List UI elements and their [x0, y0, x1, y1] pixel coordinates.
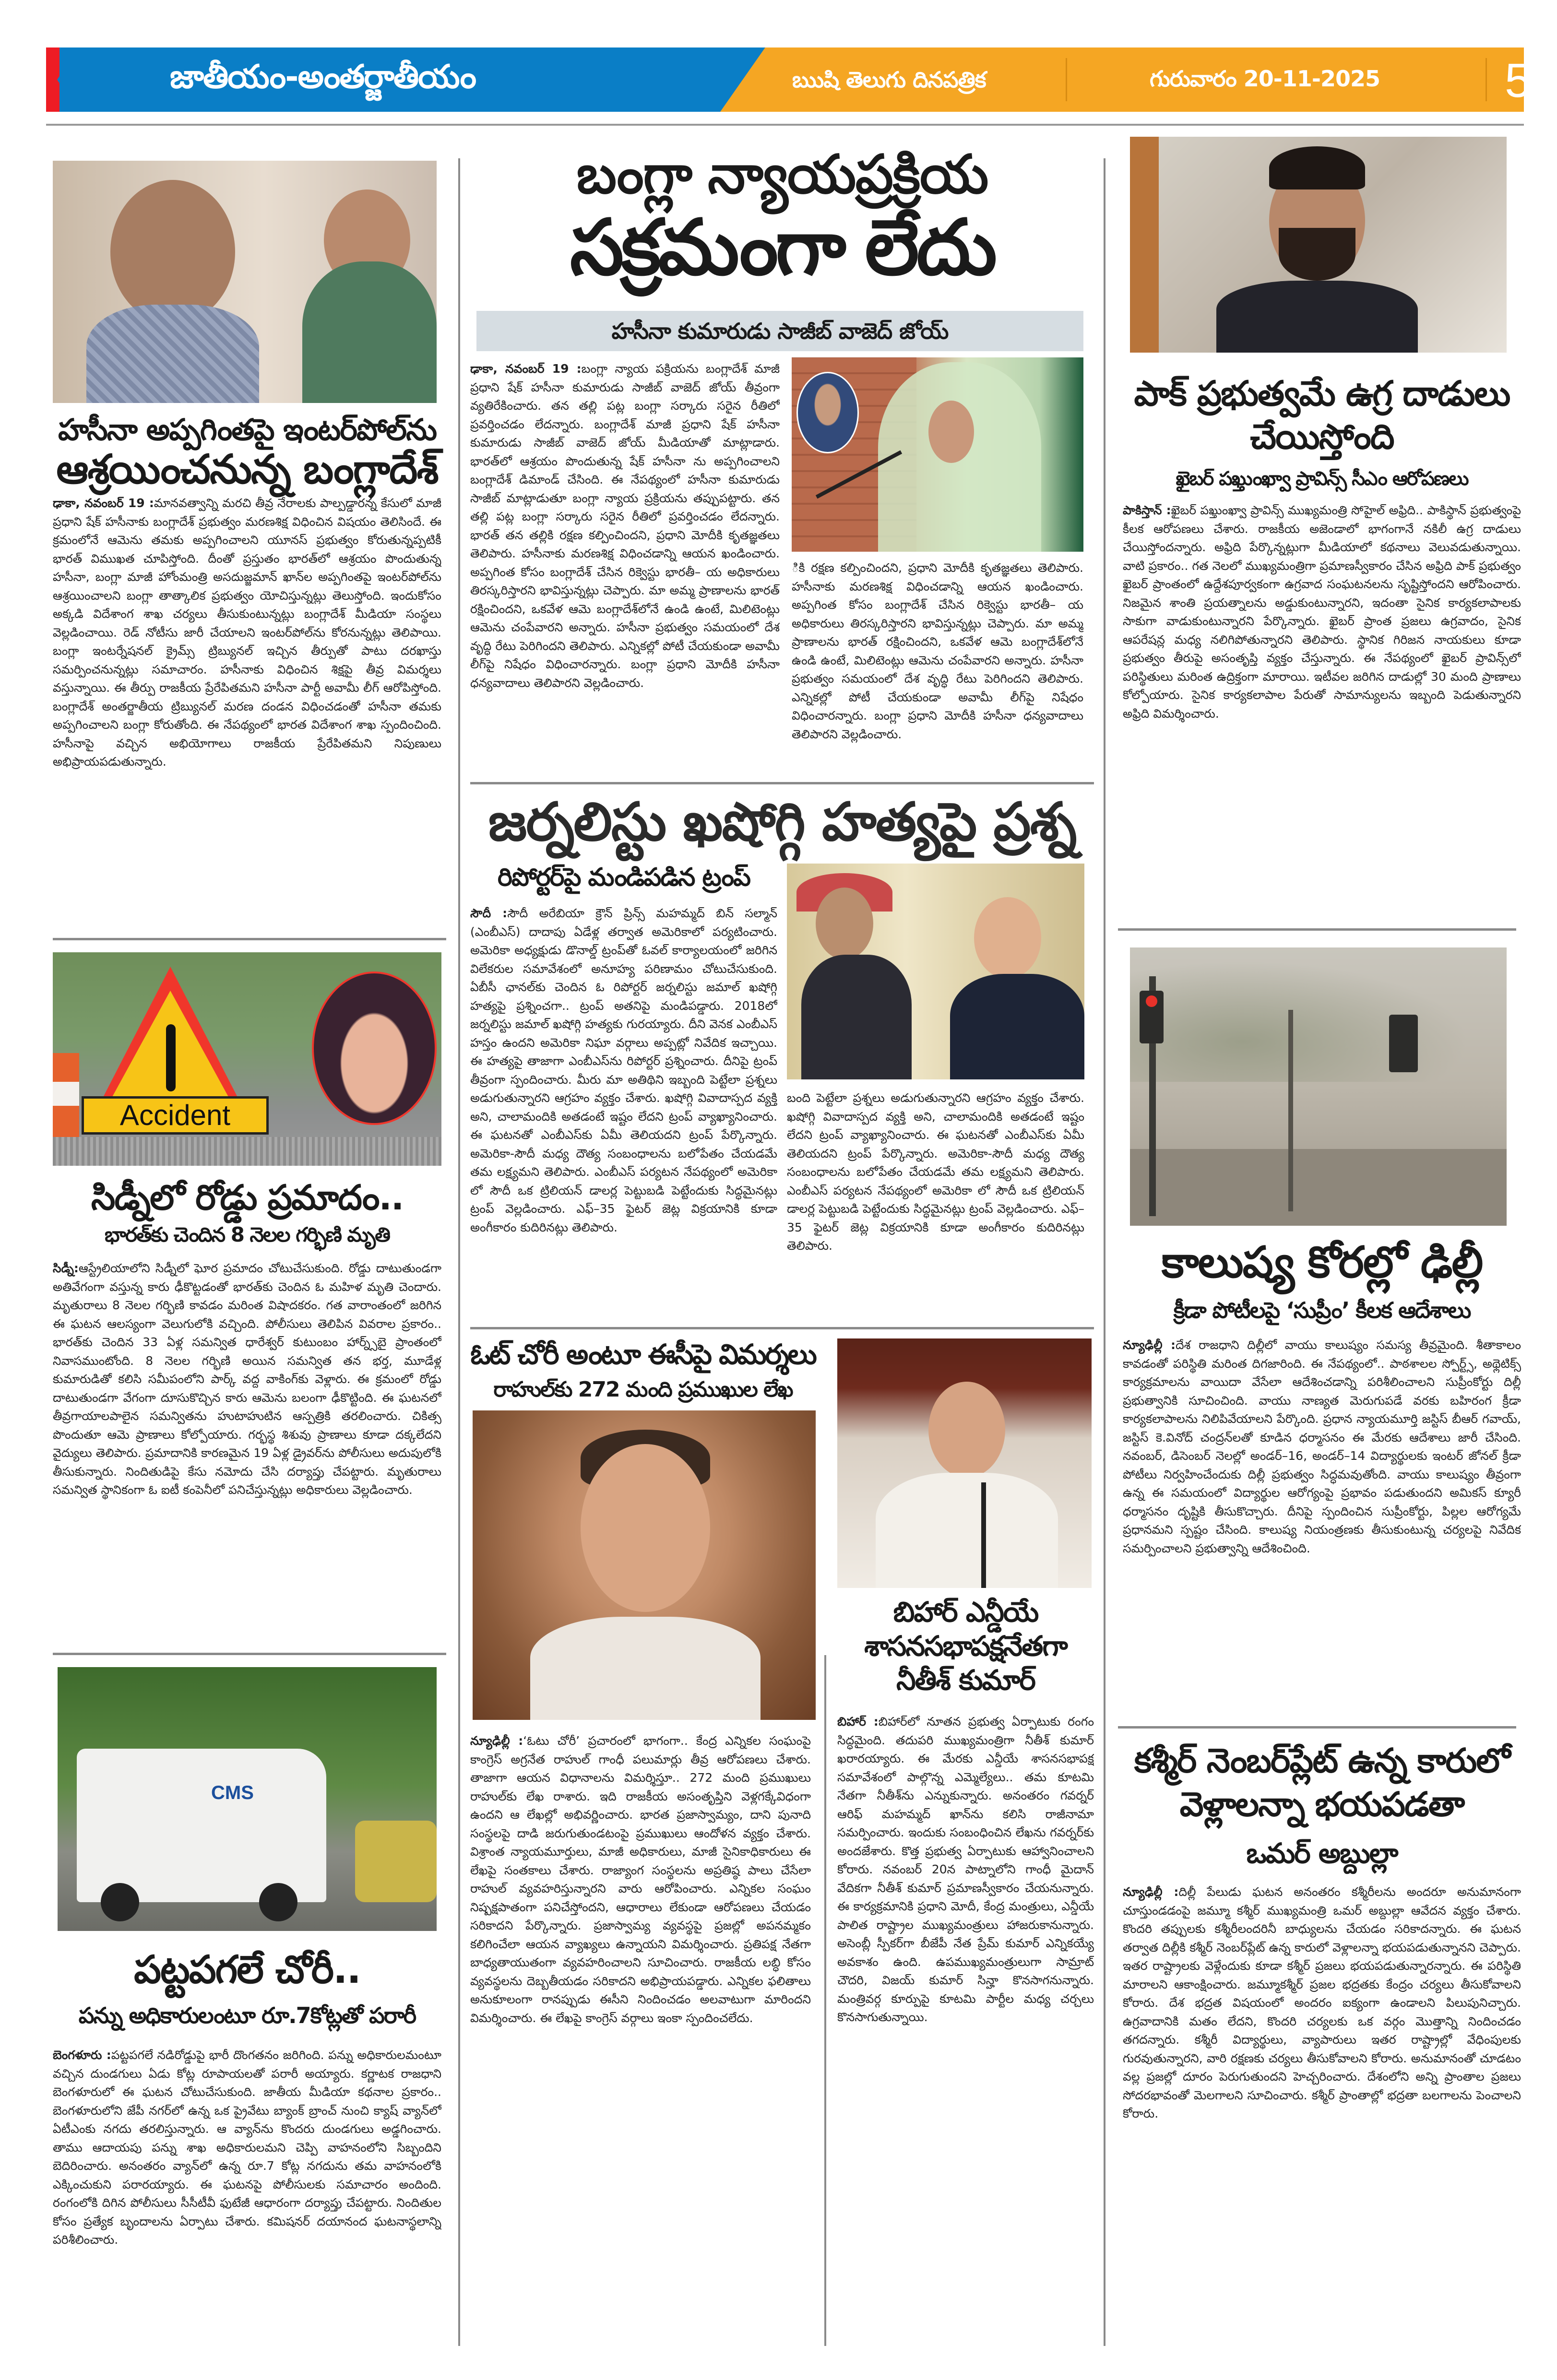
- van-wheel: [259, 1883, 297, 1921]
- section-rule: [1118, 1726, 1516, 1729]
- article-text: ఆస్ట్రేలియాలోని సిడ్నీలో ఘోర ప్రమాదం చోటుచేసుకుంది. రోడ్డు దాటుతుండగా అతివేగంగా వస్తున్న కారు ఢీకొట్టడంతో భారత్‌కు చెందిన ఓ మహిళ మృతి చెందారు. మృతురాలు 8 నెలల గర్భిణి కావడం మరింత విషాదకరం. గత వారాంతంలో జరిగిన ఈ ఘటన ఆలస్యంగా వెలుగులోకి వచ్చింది. పోలీసులు తెలిపిన వివరాల ప్రకారం.. భారత్‌కు చెందిన 33 ఏళ్ల సమన్విత ధారేశ్వర్ కుటుంబం హార్న్స్‌బై ప్రాంతంలో నివాసముంటోంది. 8 నెలల గర్భిణి అయిన సమన్విత తన భర్త, మూడేళ్ల కుమారుడితో కలిసి సమీపంలోని పార్క్ వద్ద వాకింగ్‌కు వెళ్లారు. ఈ క్రమంలో రోడ్డు దాటుతుండగా వేగంగా దూసుకొచ్చిన కారు ఆమెను బలంగా ఢీకొట్టింది. ఈ ఘటనలో తీవ్రగాయాలపాలైన సమన్వితను హుటాహుటిన ఆస్పత్రికి తరలించారు. చికిత్స పొందుతూ ఆమె ప్రాణాలు కోల్పోయారు. గర్భస్థ శిశువు ప్రాణాలు కూడా దక్కలేదని వైద్యులు తెలిపారు. ప్రమాదానికి కారణమైన 19 ఏళ్ల డ్రైవర్‌ను పోలీసులు అదుపులోకి తీసుకున్నారు. నిందితుడిపై కేసు నమోదు చేసి దర్యాప్తు చేపట్టారు. మృతురాలు సమన్విత స్థానికంగా ఓ ఐటీ కంపెనీలో పనిచేస్తున్నట్లు అధికారులు వెల్లడించారు.: [53, 1261, 441, 1497]
- accident-photo: [53, 952, 441, 1166]
- person-trump: [974, 897, 1041, 979]
- top-rule: [46, 124, 1524, 126]
- dateline: న్యూఢిల్లీ :: [470, 1734, 523, 1748]
- traffic-cone: [53, 1053, 79, 1149]
- road-surface: [53, 1137, 441, 1166]
- sohail-afridi-photo: [1130, 137, 1507, 353]
- article-text: బిహార్‌లో నూతన ప్రభుత్వ ఏర్పాటుకు రంగం సిద్ధమైంది. తదుపరి ముఖ్యమంత్రిగా నీతీశ్ కుమార్ ఖరారయ్యారు. ఈ మేరకు ఎన్డీయే శాసనసభాపక్ష సమావేశంలో పాల్గొన్న ఎమ్మెల్యేలు.. తమ కూటమి నేతగా నీతీశ్‌ను ఎన్నుకున్నారు. అనంతరం గవర్నర్ ఆరిఫ్ మహమ్మద్ ఖాన్‌ను కలిసి రాజీనామా సమర్పించారు. ఇందుకు సంబంధించిన లేఖను గవర్నర్‌కు అందజేశారు. కొత్త ప్రభుత్వ ఏర్పాటుకు ఆహ్వానించాలని కోరారు. నవంబర్ 20న పాట్నాలోని గాంధీ మైదాన్ వేదికగా నీతీశ్ కుమార్ ప్రమాణస్వీకారం చేయనున్నారు. ఈ కార్యక్రమానికి ప్రధాని మోదీ, కేంద్ర మంత్రులు, ఎన్డీయే పాలిత రాష్ట్రాల ముఖ్యమంత్రులు హాజరుకానున్నారు. అసెంబ్లీ స్పీకర్‌గా బీజేపీ నేత ప్రేమ్ కుమార్ ఎన్నికయ్యే అవకాశం ఉంది. ఉపముఖ్యమంత్రులుగా సామ్రాట్ చౌదరి, విజయ్ కుమార్ సిన్హా కొనసాగనున్నారు. మంత్రివర్గ కూర్పుపై కూటమి పార్టీల మధ్య చర్చలు కొనసాగుతున్నాయి.: [837, 1715, 1094, 2024]
- page-number: 5: [1505, 54, 1532, 107]
- van-wheel: [101, 1883, 139, 1921]
- hasina-clothing: [302, 261, 437, 403]
- khashoggi-article: [470, 904, 777, 1311]
- article-text: సౌదీ అరేబియా క్రౌన్ ప్రిన్స్ మహమ్మద్ బిన్ సల్మాన్ (ఎంబీఎస్) దాదాపు ఏడేళ్ల తర్వాత అమెరికాలో పర్యటించారు. అమెరికా అధ్యక్షుడు డొనాల్డ్ ట్రంప్‌తో ఓవల్ కార్యాలయంలో జరిగిన విలేకరుల సమావేశంలో అనూహ్య పరిణామం చోటుచేసుకుంది. ఏబీసీ ఛానల్‌కు చెందిన ఓ రిపోర్టర్ జర్నలిస్టు జమాల్ ఖషోగ్గి హత్యపై ప్రశ్నించగా.. ట్రంప్ అతనిపై మండిపడ్డారు. 2018లో జర్నలిస్టు జమాల్ ఖషోగ్గి హత్యకు గురయ్యారు. దీని వెనక ఎంబీఎస్ హస్తం ఉందని అమెరికా నిఘా వర్గాలు అప్పట్లో నివేదిక ఇచ్చాయి. ఈ హత్యపై తాజాగా ఎంబీఎస్‌ను రిపోర్టర్ ప్రశ్నించారు. దీనిపై ట్రంప్ తీవ్రంగా స్పందించారు. మీరు మా అతిథిని ఇబ్బంది పెట్టేలా ప్రశ్నలు అడుగుతున్నారని ఆగ్రహం వ్యక్తం చేశారు. ఖషోగ్గి వివాదాస్పద వ్యక్తి అని, చాలామందికి అతడంటే ఇష్టం లేదని ట్రంప్ వ్యాఖ్యానించారు. ఈ ఘటనతో ఎంబీఎస్‌కు ఏమీ తెలియదని ట్రంప్ పేర్కొన్నారు. అమెరికా-సౌదీ మధ్య దౌత్య సంబంధాలను బలోపేతం చేయడమే తమ లక్ష్యమని తెలిపారు. ఎంబీఎస్ పర్యటన నేపథ్యంలో అమెరికా లో సౌదీ ఒక ట్రిలియన్ డాలర్ల పెట్టుబడి పెట్టేందుకు సిద్ధమైనట్లు ట్రంప్ వెల్లడించారు. ఎఫ్–35 ఫైటర్ జెట్ల విక్రయానికి కూడా అంగీకారం కుదిరినట్లు తెలిపారు.: [470, 906, 777, 1234]
- person-yunus: [110, 180, 235, 324]
- vote-chori-article: [470, 1732, 811, 2323]
- article-text: దిల్లీ పేలుడు ఘటన అనంతరం కశ్మీరీలను అందరూ అనుమానంగా చూస్తుండడంపై జమ్మూ కశ్మీర్ ముఖ్యమంత్రి ఒమర్ అబ్దుల్లా ఆవేదన వ్యక్తం చేశారు. కొందరి తప్పులకు కశ్మీరీలందరినీ బాధ్యులను చేయడం సరికాదన్నారు. ఈ ఘటన తర్వాత దిల్లీకి కశ్మీర్ నెంబర్‌ప్లేట్ ఉన్న కారులో వెళ్లాలన్నా భయపడుతున్నానని చెప్పారు. ఇతర రాష్ట్రాలకు వెళ్లేందుకు కూడా కశ్మీర్ ప్రజలు భయపడుతున్నారన్నారు. ఈ పరిస్థితి మారాలని ఆకాంక్షించారు. జమ్మూకశ్మీర్ ప్రజల భద్రతకు కేంద్రం చర్యలు తీసుకోవాలని కోరారు. దేశ భద్రత విషయంలో అందరం ఐక్యంగా ఉండాలని పిలుపునిచ్చారు. ఉగ్రవాదానికి మతం లేదని, కొందరి చర్యలకు ఒక వర్గం మొత్తాన్ని నిందించడం తగదన్నారు. కశ్మీరీ విద్యార్థులు, వ్యాపారులు ఇతర రాష్ట్రాల్లో వేధింపులకు గురవుతున్నారని, వారి రక్షణకు చర్యలు తీసుకోవాలని కోరారు. అనుమానంతో చూడటం వల్ల ప్రజల్లో దూరం పెరుగుతుందని హెచ్చరించారు. దేశంలోని అన్ని ప్రాంతాల ప్రజలు సోదరభావంతో మెలగాలని సూచించారు. కశ్మీర్ ప్రాంతాల్లో భద్రతా బలగాలను పెంచాలని కోరారు.: [1123, 1885, 1521, 2120]
- hair: [1269, 146, 1365, 189]
- rahul-gandhi-photo: [473, 1410, 816, 1720]
- pak-subhead: ఖైబర్ పఖ్తుంఖ్వా ప్రావిన్స్ సీఎం ఆరోపణలు: [1176, 468, 1468, 490]
- column-rule: [458, 158, 460, 2346]
- vote-chori-headline: ఓట్ చోరీ అంటూ ఈసీపై విమర్శలు: [470, 1338, 816, 1371]
- section-rule: [1118, 928, 1516, 931]
- dateline: సిడ్నీ:: [53, 1261, 79, 1275]
- delhi-smog-photo: [1130, 947, 1507, 1226]
- sydney-article: [53, 1259, 441, 1647]
- dateline: బెంగళూరు :: [53, 2048, 111, 2062]
- interpol-kicker: హసీనా అప్పగింతపై ఇంటర్‌పోల్‌ను: [58, 412, 437, 447]
- delhi-pollution-headline: కాలుష్య కోరల్లో ఢిల్లీ: [1161, 1237, 1483, 1288]
- column-rule: [1104, 158, 1105, 2346]
- person-rahul: [581, 1444, 710, 1612]
- section-title: జాతీయం-అంతర్జాతీయం: [170, 58, 476, 96]
- section-rule: [470, 1327, 1094, 1329]
- delhi-pollution-subhead: క్రీడా పోటీలపై ‘సుప్రీం’ కీలక ఆదేశాలు: [1173, 1297, 1471, 1323]
- article-text: దేశ రాజధాని దిల్లీలో వాయు కాలుష్యం సమస్య తీవ్రమైంది. శీతాకాలం కావడంతో పరిస్థితి మరింత దిగజారింది. ఈ నేపథ్యంలో.. పాఠశాలల స్పోర్ట్స్, అథ్లెటిక్స్ కార్యక్రమాలను వాయిదా వేసేలా ఆదేశించడాన్ని పరిశీలించాలని సుప్రీంకోర్టు దిల్లీ ప్రభుత్వానికి సూచించింది. వాయు నాణ్యత మెరుగుపడే వరకు బహిరంగ క్రీడా కార్యకలాపాలను నిలిపివేయాలని పేర్కొంది. ప్రధాన న్యాయమూర్తి జస్టిస్ బీఆర్ గవాయ్, జస్టిస్ కె.వినోద్ చంద్రన్‌లతో కూడిన ధర్మాసనం ఈ మేరకు ఆదేశాలు జారీ చేసింది. నవంబర్, డిసెంబర్ నెలల్లో అండర్–16, అండర్–14 విద్యార్థులకు ఇంటర్ జోనల్ క్రీడా పోటీలు నిర్వహించేందుకు దిల్లీ ప్రభుత్వం సిద్ధమవుతోంది. వాయు కాలుష్యం తీవ్రంగా ఉన్న ఈ సమయంలో విద్యార్థుల ఆరోగ్యంపై ప్రభావం పడుతుందని అమికస్ క్యూరీ ధర్మాసనం దృష్టికి తీసుకొచ్చారు. దీనిపై స్పందించిన సుప్రీంకోర్టు, పిల్లల ఆరోగ్యమే ప్రధానమని స్పష్టం చేసింది. కాలుష్య నియంత్రణకు తీసుకుంటున్న చర్యలపై నివేదిక సమర్పించాలని ప్రభుత్వాన్ని ఆదేశించింది.: [1123, 1338, 1521, 1555]
- cms-logo: CMS: [211, 1782, 254, 1803]
- red-light: [1146, 995, 1157, 1007]
- trump-suit: [950, 974, 1084, 1079]
- vote-chori-subhead: రాహుల్‌కు 272 మంది ప్రముఖుల లేఖ: [493, 1377, 793, 1402]
- pak-article: [1123, 501, 1521, 908]
- issue-date: గురువారం 20-11-2025: [1150, 66, 1380, 92]
- nitish-kumar-photo: [837, 1338, 1092, 1588]
- bangla-justice-article-part2: [792, 559, 1083, 762]
- article-text-continued: బంది పెట్టేలా ప్రశ్నలు అడుగుతున్నారని ఆగ్రహం వ్యక్తం చేశారు. ఖషోగ్గి వివాదాస్పద వ్యక్తి అని, చాలామందికి అతడంటే ఇష్టం లేదని ట్రంప్ వ్యాఖ్యానించారు. ఈ ఘటనతో ఎంబీఎస్‌కు ఏమీ తెలియదని ట్రంప్ పేర్కొన్నారు. అమెరికా-సౌదీ మధ్య దౌత్య సంబంధాలను బలోపేతం చేయడమే తమ లక్ష్యమని తెలిపారు. ఎంబీఎస్ పర్యటన నేపథ్యంలో అమెరికా లో సౌదీ ఒక ట్రిలియన్ డాలర్ల పెట్టుబడి పెట్టేందుకు సిద్ధమైనట్లు ట్రంప్ వెల్లడించారు. ఎఫ్–35 ఫైటర్ జెట్ల విక్రయానికి కూడా అంగీకారం కుదిరినట్లు తెలిపారు.: [787, 1091, 1084, 1253]
- khashoggi-subhead: రిపోర్టర్‌పై మండిపడిన ట్రంప్: [498, 863, 750, 892]
- dateline: ఢాకా, నవంబర్ 19 :: [53, 496, 154, 510]
- sydney-headline: సిడ్నీలో రోడ్డు ప్రమాదం..: [91, 1177, 404, 1218]
- interpol-headline: ఆశ్రయించనున్న బంగ్లాదేశ్: [56, 446, 438, 493]
- beard: [1279, 228, 1355, 281]
- newspaper-name: ఋషి తెలుగు దినపత్రిక: [792, 67, 986, 93]
- interpol-article: [53, 494, 441, 919]
- dateline: న్యూఢిల్లీ :: [1123, 1885, 1179, 1899]
- masthead-divider: [1066, 58, 1067, 101]
- street-lamp: [1288, 1010, 1293, 1211]
- person-hasina: [928, 401, 974, 463]
- exclamation-icon: [166, 1024, 176, 1091]
- hasina-press-photo: [792, 357, 1083, 552]
- yellow-vehicle: [355, 1821, 437, 1902]
- omar-subhead: ఒమర్ అబ్దుల్లా: [1246, 1837, 1398, 1870]
- dateline: న్యూఢిల్లీ :: [1123, 1338, 1176, 1352]
- column-rule: [824, 1655, 826, 2346]
- section-rule: [53, 1653, 446, 1655]
- omar-headline: కశ్మీర్ నెంబర్‌ప్లేట్ ఉన్న కారులో వెళ్లాలన్నా భయపడతా: [1134, 1741, 1510, 1824]
- sajeeb-wazed-inset: [796, 372, 859, 453]
- article-text: బంగ్లా న్యాయ పక్రియను బంగ్లాదేశ్ మాజీ ప్రధాని షేక్ హసీనా కుమారుడు సాజీబ్ వాజెద్ జోయ్ తీవ్రంగా వ్యతిరేకించారు. తన తల్లి పట్ల బంగ్లా సర్కారు సరైన రీతిలో ప్రవర్తించడం లేదన్నారు. బంగ్లాదేశ్ మాజీ ప్రధాని షేక్ హసీనా కుమారుడు సాజీబ్ వాజెద్ జోయ్ మీడియాతో మాట్లాడారు. భారత్‌లో ఆశ్రయం పొందుతున్న షేక్ హసీనా ను అప్పగించాలని బంగ్లాదేశ్ డిమాండ్ చేసింది. ఈ నేపథ్యంలో హసీనా కుమారుడు సాజీబ్ మాట్లాడుతూ బంగ్లా న్యాయ ప్రక్రియను తప్పుపట్టారు. తన తల్లి పట్ల బంగ్లా సర్కారు సరైన రీతిలో ప్రవర్తించడం లేదన్నారు. భారత్ తన తల్లికి రక్షణ కల్పించిందని, ప్రధాని మోదీకి కృతజ్ఞతలు తెలిపారు. హసీనాకు మరణశిక్ష విధించడాన్ని ఆయన ఖండించారు. అప్పగింత కోసం బంగ్లాదేశ్ చేసిన రిక్వెస్టు భారతీ– య అధికారులు తిరస్కరిస్తారని భావిస్తున్నట్లు చెప్పారు. మా అమ్మ ప్రాణాలను భారత్ రక్షించిందని, ఒకవేళ ఆమె బంగ్లాదేశ్‌లోనే ఉండి ఉంటే, మిలిటెంట్లు ఆమెను చంపేవారని అన్నారు. హసీనా ప్రభుత్వం సమయంలో దేశ వృద్ధి రేటు పెరిగిందని తెలిపారు. ఎన్నికల్లో పోటీ చేయకుండా అవామీ లీగ్‌పై నిషేధం విధించారన్నారు. బంగ్లా ప్రధాని మోదీకి హసీనా ధన్యవాదాలు తెలిపారని వెల్లడించారు.: [470, 362, 780, 690]
- accident-sign-label: Accident: [82, 1096, 269, 1135]
- khashoggi-article-continued: [787, 1089, 1084, 1311]
- trump-mbs-photo: [787, 864, 1084, 1079]
- section-rule: [53, 938, 446, 940]
- dark-suit: [1216, 281, 1418, 353]
- dateline: ఢాకా, నవంబర్ 19 :: [470, 362, 582, 376]
- cash-van: [77, 1749, 326, 1902]
- white-kurta: [530, 1617, 761, 1720]
- bengaluru-subhead: పన్ను అధికారులంటూ రూ.7కోట్లతో పరారీ: [78, 2002, 416, 2028]
- section-rule: [470, 782, 1094, 784]
- cms-van-photo: [58, 1667, 437, 1931]
- bangla-justice-headline: సక్రమంగా లేదు: [570, 202, 995, 292]
- mbs-robe: [801, 955, 912, 1079]
- article-text: ‘ఓటు చోరీ’ ప్రచారంలో భాగంగా.. కేంద్ర ఎన్నికల సంఘంపై కాంగ్రెస్ అగ్రనేత రాహుల్ గాంధీ పలుమార్లు తీవ్ర ఆరోపణలు చేశారు. తాజాగా ఆయన విధానాలను విమర్శిస్తూ.. 272 మంది ప్రముఖులు రాహుల్‌కు లేఖ రాశారు. ఇది రాజకీయ అసంతృప్తిని వెళ్లగక్కేవిధంగా ఉందని ఆ లేఖల్లో అభివర్ణించారు. భారత ప్రజాస్వామ్యం, దాని పునాది సంస్థలపై దాడి జరుగుతుండటంపై ప్రముఖులు ఆందోళన వ్యక్తం చేశారు. విశ్రాంత న్యాయమూర్తులు, మాజీ అధికారులు, మాజీ సైనికాధికారులు ఈ లేఖపై సంతకాలు చేశారు. రాజ్యాంగ సంస్థలను అప్రతిష్ఠ పాలు చేసేలా రాహుల్ వ్యవహరిస్తున్నారని వారు ఆరోపించారు. ఎన్నికల సంఘం నిష్పక్షపాతంగా పనిచేస్తోందని, ఆధారాలు లేకుండా ఆరోపణలు చేయడం సరికాదని పేర్కొన్నారు. ప్రజాస్వామ్య వ్యవస్థపై ప్రజల్లో అపనమ్మకం కలిగించేలా ఆయన వ్యాఖ్యలు ఉన్నాయని విమర్శించారు. ప్రతిపక్ష నేతగా బాధ్యతాయుతంగా వ్యవహరించాలని సూచించారు. రాజకీయ లబ్ధి కోసం వ్యవస్థలను దెబ్బతీయడం సరికాదని అభిప్రాయపడ్డారు. ఎన్నికల ఫలితాలు అనుకూలంగా రానప్పుడు ఈసీని నిందించడం అలవాటుగా మారిందని విమర్శించారు. ఈ లేఖపై కాంగ్రెస్ వర్గాలు ఇంకా స్పందించలేదు.: [470, 1734, 811, 2025]
- sydney-subhead: భారత్‌కు చెందిన 8 నెలల గర్భిణి మృతి: [105, 1223, 390, 1246]
- traffic-light: [1389, 1015, 1418, 1072]
- masthead-red-strip: [46, 47, 60, 112]
- masthead: [46, 47, 1532, 112]
- victim-portrait: [312, 971, 437, 1125]
- road: [1130, 1149, 1507, 1226]
- masthead-divider: [1486, 58, 1487, 101]
- pak-headline: పాక్ ప్రభుత్వమే ఉగ్ర దాడులు చేయిస్తోంది: [1134, 373, 1510, 457]
- dateline: సౌదీ :: [470, 906, 508, 920]
- article-text: పట్టపగలే నడిరోడ్డుపై భారీ దొంగతనం జరిగింది. పన్ను అధికారులమంటూ వచ్చిన దుండగులు ఏడు కోట్ల రూపాయలతో పరారీ అయ్యారు. కర్ణాటక రాజధాని బెంగళూరులో ఈ ఘటన చోటుచేసుకుంది. జాతీయ మీడియా కథనాల ప్రకారం.. బెంగళూరులోని జేపీ నగర్‌లో ఉన్న ఒక ప్రైవేటు బ్యాంక్ బ్రాంచ్ నుంచి క్యాష్ వ్యాన్‌లో ఏటీఎంకు నగదు తరలిస్తున్నారు. ఆ వ్యాన్‌ను కొందరు దుండగులు అడ్డగించారు. తాము ఆదాయపు పన్ను శాఖ అధికారులమని చెప్పి వాహనంలోని సిబ్బందిని బెదిరించారు. అనంతరం వ్యాన్‌లో ఉన్న రూ.7 కోట్ల నగదును తమ వాహనంలోకి ఎక్కించుకుని పరారయ్యారు. ఈ ఘటనపై పోలీసులకు సమాచారం అందింది. రంగంలోకి దిగిన పోలీసులు సీసీటీవీ ఫుటేజీ ఆధారంగా దర్యాప్తు చేపట్టారు. నిందితుల కోసం ప్రత్యేక బృందాలను ఏర్పాటు చేశారు. కమిషనర్ దయానంద ఘటనాస్థలాన్ని పరిశీలించారు.: [53, 2048, 441, 2247]
- article-text: మానవత్వాన్ని మరచి తీవ్ర నేరాలకు పాల్పడ్డారన్న కేసులో మాజీ ప్రధాని షేక్ హసీనాకు బంగ్లాదేశ్ ప్రభుత్వం మరణశిక్ష విధించిన విషయం తెలిసిందే. ఈ క్రమంలోనే ఆమెను తమకు అప్పగించాలని యూనస్ ప్రభుత్వం కోరుతున్నప్పటికీ భారత్ విముఖత చూపిస్తోంది. దీంతో ప్రస్తుతం భారత్‌లో ఆశ్రయం పొందుతున్న హసీనా, బంగ్లా మాజీ హోంమంత్రి అసదుజ్జమాన్ ఖాన్‌ల అప్పగింతపై ఇంటర్‌పోల్‌ను ఆశ్రయించాలని బంగ్లా తాత్కాలిక ప్రభుత్వం యోచిస్తున్నట్లు తెలుస్తోంది. ఇందుకోసం అక్కడి విదేశాంగ శాఖ చర్యలు తీసుకుంటున్నట్లు బంగ్లాదేశ్ మీడియా సంస్థలు వెల్లడించాయి. రెడ్ నోటీసు జారీ చేయాలని ఇంటర్‌పోల్‌ను కోరనున్నట్లు తెలిపాయి. బంగ్లా ఇంటర్నేషనల్ క్రైమ్స్ ట్రిబ్యునల్ ఇచ్చిన తీర్పుతో పాటు దరఖాస్తు సమర్పించనున్నట్లు సమాచారం. హసీనాకు విధించిన శిక్షపై తీవ్ర విమర్శలు వస్తున్నాయి. ఈ తీర్పు రాజకీయ ప్రేరేపితమని హసీనా పార్టీ అవామీ లీగ్ ఆరోపిస్తోంది. బంగ్లాదేశ్ అంతర్జాతీయ ట్రిబ్యునల్ మరణ దండన విధించడంతో హసీనా తమకు అప్పగించాలని బంగ్లా కోరుతోంది. ఈ నేపథ్యంలో భారత విదేశాంగ శాఖ స్పందించింది. హసీనాపై వచ్చిన అభియోగాలు రాజకీయ ప్రేరేపితమని నిపుణులు అభిప్రాయపడుతున్నారు.: [53, 496, 441, 769]
- curtain: [1130, 137, 1159, 353]
- person-mbs: [816, 888, 873, 959]
- person-nitish: [928, 1382, 1005, 1478]
- article-text: ఖైబర్ పఖ్తుంఖ్వా ప్రావిన్స్ ముఖ్యమంత్రి సోహైల్ అఫ్రిది.. పాకిస్థాన్ ప్రభుత్వంపై కీలక ఆరోపణలు చేశారు. రాజకీయ అజెండాలో భాగంగానే నకిలీ ఉగ్ర దాడులు చేయిస్తోందన్నారు. అఫ్రిది పేర్కొన్నట్లుగా మీడియాలో కథనాలు వెలువడుతున్నాయి. వాటి ప్రకారం.. గత నెలలో ముఖ్యమంత్రిగా ప్రమాణస్వీకారం చేసిన అఫ్రిది పాక్ ప్రభుత్వం ఖైబర్ ప్రాంతంలో ఉద్దేశపూర్వకంగా ఉగ్రవాద సంఘటనలను సృష్టిస్తోందని ఆరోపించారు. నిజమైన శాంతి ప్రయత్నాలను అడ్డుకుంటున్నారని, ఇదంతా సైనిక కార్యకలాపాలకు సాకుగా వాడుకుంటున్నారని పేర్కొన్నారు. ఖైబర్ ప్రాంత ప్రజలు ఉగ్రవాదం, సైనిక ఆపరేషన్ల మధ్య నలిగిపోతున్నారని తెలిపారు. స్థానిక గిరిజన నాయకులు కూడా ప్రభుత్వం తీరుపై అసంతృప్తి వ్యక్తం చేస్తున్నారు. ఈ నేపథ్యంలో ఖైబర్ ప్రావిన్స్‌లో పరిస్థితులు మరింత ఉద్రిక్తంగా మారాయి. ఇటీవల జరిగిన దాడుల్లో 30 మంది ప్రాణాలు కోల్పోయారు. సైనిక కార్యకలాపాల పేరుతో సామాన్యులను ఇబ్బంది పెడుతున్నారని అఫ్రిది విమర్శించారు.: [1123, 503, 1521, 721]
- yunus-hasina-photo: [53, 161, 437, 403]
- bangla-justice-kicker: బంగ్లా న్యాయప్రక్రియ: [576, 143, 988, 206]
- yunus-clothing: [86, 305, 259, 403]
- nitish-article: [837, 1713, 1094, 2341]
- bengaluru-headline: పట్టపగలే చోరీ..: [134, 1947, 360, 1992]
- white-kurta: [876, 1473, 1058, 1588]
- hazy-trees: [1130, 947, 1507, 1082]
- khashoggi-headline: జర్నలిస్టు ఖషోగ్గి హత్యపై ప్రశ్న: [488, 791, 1076, 853]
- delhi-pollution-article: [1123, 1336, 1521, 1705]
- dateline: బిహార్ :: [837, 1715, 879, 1729]
- microphone: [981, 1482, 986, 1588]
- bangla-justice-article-part1: [470, 360, 780, 766]
- omar-article: [1123, 1883, 1521, 2326]
- nitish-headline: బిహార్ ఎన్డీయే శాసనసభాపక్షనేతగా నీతీశ్ కుమార్: [864, 1596, 1067, 1696]
- dateline: పాకిస్తాన్ :: [1123, 503, 1171, 517]
- bangla-justice-subhead: హసీనా కుమారుడు సాజీబ్ వాజెద్ జోయ్: [476, 311, 1083, 351]
- article-text-continued: ికి రక్షణ కల్పించిందని, ప్రధాని మోదీకి కృతజ్ఞతలు తెలిపారు. హసీనాకు మరణశిక్ష విధించడాన్ని ఆయన ఖండించారు. అప్పగింత కోసం బంగ్లాదేశ్ చేసిన రిక్వెస్టు భారతీ– య అధికారులు తిరస్కరిస్తారని భావిస్తున్నట్లు చెప్పారు. మా అమ్మ ప్రాణాలను భారత్ రక్షించిందని, ఒకవేళ ఆమె బంగ్లాదేశ్‌లోనే ఉండి ఉంటే, మిలిటెంట్లు ఆమెను చంపేవారని అన్నారు. హసీనా ప్రభుత్వం సమయంలో దేశ వృద్ధి రేటు పెరిగిందని తెలిపారు. ఎన్నికల్లో పోటీ చేయకుండా అవామీ లీగ్‌పై నిషేధం విధించారన్నారు. బంగ్లా ప్రధాని మోదీకి హసీనా ధన్యవాదాలు తెలిపారని వెల్లడించారు.: [792, 561, 1083, 741]
- bengaluru-article: [53, 2046, 441, 2342]
